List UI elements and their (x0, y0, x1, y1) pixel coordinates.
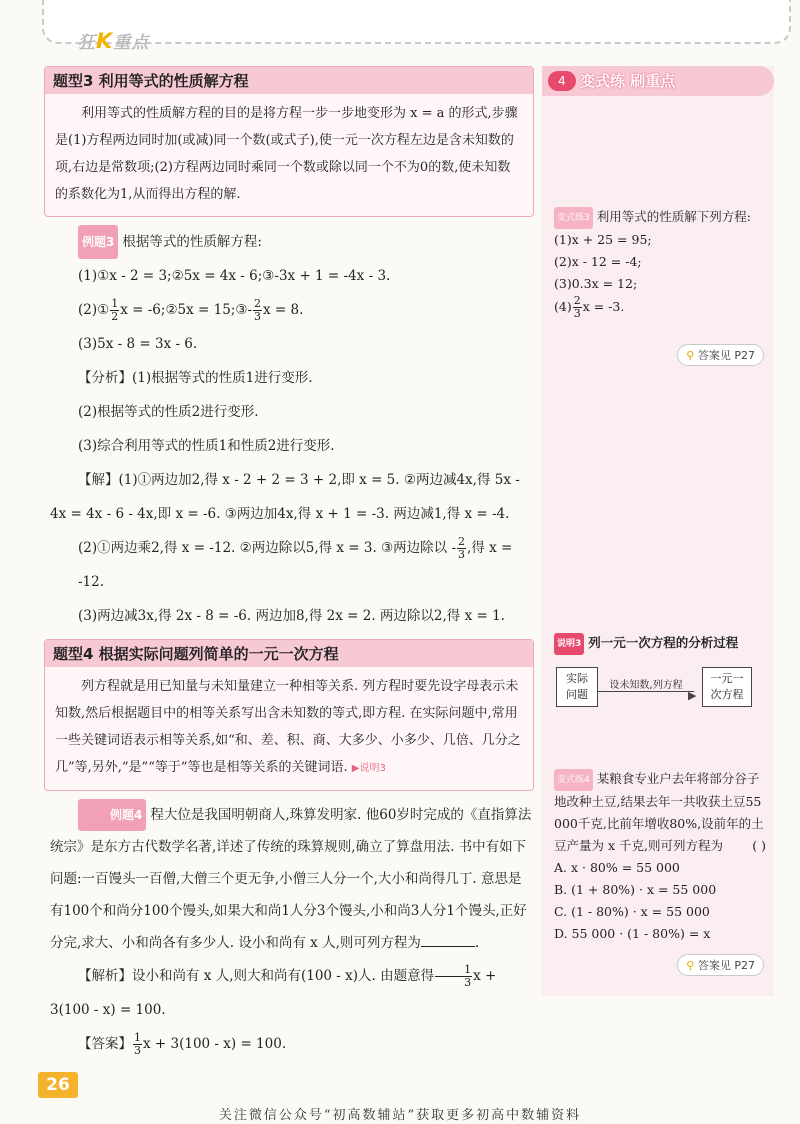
type4-title: 题型4 根据实际问题列简单的一元一次方程 (45, 640, 533, 667)
frac-den: 3 (134, 1044, 141, 1057)
answer-ref-2-text: 答案见 P27 (697, 959, 755, 972)
example4-analysis (44, 959, 534, 1027)
logo-text-b: 重点 (113, 33, 150, 53)
fraction (133, 1032, 142, 1057)
variant4-stem (554, 768, 766, 857)
option-d: D. 55 000 · (1 - 80%) = x (554, 925, 711, 941)
solution-1: 【解】(1)①两边加2,得 x - 2 + 2 = 3 + 2,即 x = 5. ②两边减4x,得 5x - 4x = 4x - 6 - 4x,即 x = -6. ③两边加4x,得 x + 1 = -3. 两边减1,得 x = -4. (50, 472, 520, 522)
frac-den: 3 (458, 548, 466, 561)
analysis-end: x + 3(100 - x) = 100. (50, 968, 497, 1018)
type4-intro-text: 列方程就是用已知量与未知量建立一种相等关系. 列方程时要先设字母表示未知数,然后根据题目中的相等关系写出含未知数的等式,即方程. 在实际问题中,常用一些关键词语表示相等关系,如“和、差、积、商、大多少、小多少、几倍、几分之几”等,另外,“是”“等于”等也是相等关系的关键词语. (55, 679, 521, 775)
logo-text-a: 狂 (78, 33, 96, 53)
logo-text-k: K (96, 29, 114, 53)
option-a: A. x · 80% = 55 000 (554, 859, 680, 875)
side-title: 变式练 刷重点 (580, 72, 676, 90)
fraction (110, 298, 119, 323)
variant3-item-2: (2)x - 12 = -4; (554, 253, 642, 269)
solution-2 (44, 531, 534, 599)
variant3-item-1: (1)x + 25 = 95; (554, 231, 652, 247)
example3-q1: (1)①x - 2 = 3;②5x = 4x - 6;③-3x + 1 = -4x - 3. (78, 268, 391, 284)
example4-answer (44, 1027, 534, 1061)
frac-num: 1 (134, 1031, 141, 1044)
note3-tag: 说明3 (554, 633, 584, 655)
type3-box (44, 66, 534, 217)
example4-stem (44, 799, 534, 959)
answer-equation: x + 3(100 - x) = 100. (143, 1036, 287, 1052)
footer-note: 关注微信公众号“初高数辅站”获取更多初高中数辅资料 (218, 1108, 582, 1123)
frac-num: 1 (111, 297, 119, 310)
q2-part-b: x = -6;②5x = 15;③- (120, 302, 253, 318)
solution-3: (3)两边减3x,得 2x - 8 = -6. 两边加8,得 2x = 2. 两边除以2,得 x = 1. (78, 608, 505, 624)
q2-part-c: x = 8. (263, 302, 304, 318)
frac-num: 2 (254, 297, 262, 310)
q2-part-a: (2)① (78, 302, 110, 318)
series-logo (78, 28, 149, 53)
solution-2-end: ,得 x = -12. (78, 540, 513, 590)
variant3-stem-text: 利用等式的性质解下列方程: (596, 209, 751, 224)
answer-blank[interactable] (421, 946, 475, 947)
frac-den: 2 (111, 310, 119, 323)
example3-tag: 例题3 (78, 225, 118, 259)
note3-link[interactable]: ▶说明3 (351, 763, 386, 774)
example4-tag: 例题4 (78, 799, 146, 831)
analysis-text: 【解析】设小和尚有 x 人,则大和尚有(100 - x)人. 由题意得 (78, 968, 435, 984)
side-badge: 4 (548, 71, 576, 91)
type3-title: 题型3 利用等式的性质解方程 (45, 67, 533, 94)
example3-stem-text: 根据等式的性质解方程: (122, 234, 262, 250)
main-column (44, 66, 534, 1061)
example3-q3: (3)5x - 8 = 3x - 6. (78, 336, 198, 352)
variant4-stem-text: 某粮食专业户去年将部分谷子地改种土豆,结果去年一共收获土豆55 000千克,比前年增收80%,设前年的土豆产量为 x 千克,则可列方程为 (554, 771, 764, 853)
fraction (457, 536, 466, 561)
variant4-tag: 变式练4 (554, 769, 593, 791)
fraction (253, 298, 262, 323)
note3 (554, 632, 766, 719)
answer-ref-1-text: 答案见 P27 (697, 349, 755, 362)
arrow-head-icon: ▶ (688, 688, 697, 702)
type4-intro (45, 667, 533, 790)
flow-diagram (554, 663, 766, 719)
item4-eq: x = -3. (582, 298, 625, 314)
frac-den: 3 (254, 310, 262, 323)
flow-box-equation: 一元一次方程 (702, 667, 752, 707)
variant4 (554, 768, 766, 945)
note3-title-text: 列一元一次方程的分析过程 (588, 635, 739, 650)
page-header (42, 0, 791, 44)
example4-stem-text: 程大位是我国明朝商人,珠算发明家. 他60岁时完成的《直指算法统宗》是东方古代数学名著,详述了传统的珠算规则,确立了算盘用法. 书中有如下问题:一百馒头一百僧,大僧三个更无争,小僧三人分一个,大小和尚得几丁. 意思是有100个和尚分100个馒头,如果大和尚1人分3个馒头,小和尚3人分1个馒头,正好分完,求大、小和尚各有多少人. 设小和尚有 x 人,则可列方程为 (50, 807, 532, 951)
variant3-item-4 (554, 295, 766, 320)
analysis-line-3: (3)综合利用等式的性质1和性质2进行变形. (78, 438, 335, 454)
example3-q2 (44, 293, 534, 327)
choice-paren[interactable]: ( ) (752, 837, 766, 853)
frac-num: 1 (435, 964, 472, 977)
page-number: 26 (38, 1072, 78, 1098)
pin-icon: ⚲ (686, 959, 695, 972)
side-column (542, 66, 774, 996)
example4-stem-end: . (474, 935, 480, 951)
fraction (435, 964, 472, 989)
note3-title (554, 632, 766, 655)
flow-box-actual: 实际问题 (556, 667, 598, 707)
analysis-line-1: 【分析】(1)根据等式的性质1进行变形. (78, 370, 313, 386)
flow-arrow-label: 设未知数,列方程 (609, 679, 683, 691)
frac-den: 3 (573, 306, 581, 320)
frac-num: 2 (573, 293, 581, 307)
answer-ref-1[interactable] (677, 344, 764, 366)
type3-intro: 利用等式的性质解方程的目的是将方程一步一步地变形为 x = a 的形式,步骤是(1)方程两边同时加(或减)同一个数(或式子),使一元一次方程左边是含未知数的项,右边是常数项;(2)方程两边同时乘同一个数或除以同一个不为0的数,使未知数的系数化为1,从而得出方程的解. (55, 106, 518, 202)
type4-box (44, 639, 534, 791)
side-header (542, 66, 774, 96)
frac-num: 2 (458, 535, 466, 548)
fraction (573, 295, 582, 320)
variant3-item-3: (3)0.3x = 12; (554, 275, 638, 291)
frac-den: 3 (464, 976, 472, 989)
option-c: C. (1 - 80%) · x = 55 000 (554, 903, 710, 919)
answer-label: 【答案】 (78, 1036, 132, 1052)
variant3 (554, 206, 766, 320)
example3-stem (44, 225, 534, 259)
answer-ref-2[interactable] (677, 954, 764, 976)
item4-label: (4) (554, 298, 572, 314)
pin-icon: ⚲ (686, 349, 695, 362)
variant3-tag: 变式练3 (554, 207, 593, 229)
solution-2-text: (2)①两边乘2,得 x = -12. ②两边除以5,得 x = 3. ③两边除以 - (78, 540, 457, 556)
variant3-stem (554, 206, 766, 229)
option-b: B. (1 + 80%) · x = 55 000 (554, 881, 717, 897)
analysis-line-2: (2)根据等式的性质2进行变形. (78, 404, 259, 420)
